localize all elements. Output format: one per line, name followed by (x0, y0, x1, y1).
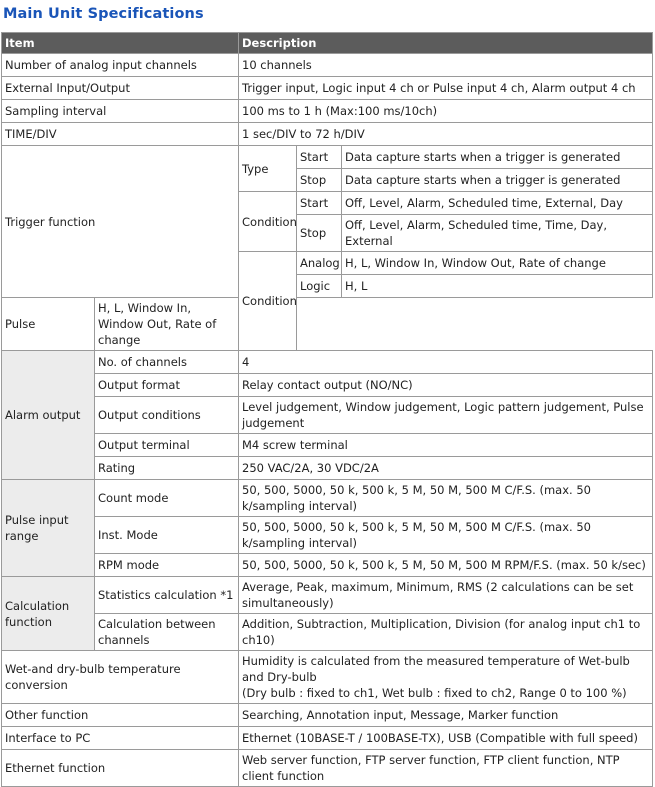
row-label: Interface to PC (2, 727, 239, 750)
humidity-value (239, 651, 653, 704)
table-row (2, 397, 653, 434)
row-label: External Input/Output (2, 77, 239, 100)
table-row (2, 100, 653, 123)
table-row (2, 614, 653, 651)
alarm-rating-label: Rating (95, 457, 239, 480)
trigger-condition-logic: Logic (297, 275, 342, 298)
trigger-type-start-value: Data capture starts when a trigger is generated (342, 146, 653, 169)
trigger-condition-stop: Stop (297, 215, 342, 252)
pulse-inst-label: Inst. Mode (95, 517, 239, 554)
pulse-inst-value: 50, 500, 5000, 50 k, 500 k, 5 M, 50 M, 500 M C/F.S. (max. 50 k/sampling interval) (239, 517, 653, 554)
alarm-label: Alarm output (2, 351, 95, 480)
trigger-condition-start: Start (297, 192, 342, 215)
table-row (2, 554, 653, 577)
table-row (2, 727, 653, 750)
pulse-label: Pulse input range (2, 480, 95, 577)
row-label: TIME/DIV (2, 123, 239, 146)
table-row (2, 54, 653, 77)
calc-stats-value: Average, Peak, maximum, Minimum, RMS (2 calculations can be set simultaneously) (239, 577, 653, 614)
trigger-condition-logic-value: H, L (342, 275, 653, 298)
humidity-label: Wet-and dry-bulb temperature conversion (2, 651, 239, 704)
table-row (2, 77, 653, 100)
table-row (2, 146, 653, 169)
calc-between-value: Addition, Subtraction, Multiplication, Division (for analog input ch1 to ch10) (239, 614, 653, 651)
pulse-count-value: 50, 500, 5000, 50 k, 500 k, 5 M, 50 M, 500 M C/F.S. (max. 50 k/sampling interval) (239, 480, 653, 517)
table-row (2, 704, 653, 727)
table-row (2, 651, 653, 704)
trigger-condition2-label: Condition (239, 252, 297, 351)
row-value: Trigger input, Logic input 4 ch or Pulse input 4 ch, Alarm output 4 ch (239, 77, 653, 100)
row-value: 10 channels (239, 54, 653, 77)
table-row (2, 480, 653, 517)
trigger-condition-pulse-value: H, L, Window In, Window Out, Rate of change (95, 298, 239, 351)
pulse-rpm-value: 50, 500, 5000, 50 k, 500 k, 5 M, 50 M, 500 M RPM/F.S. (max. 50 k/sec) (239, 554, 653, 577)
table-row (2, 298, 653, 351)
header-item: Item (2, 33, 239, 54)
alarm-format-label: Output format (95, 374, 239, 397)
table-row (2, 517, 653, 554)
table-row (2, 750, 653, 787)
alarm-rating-value: 250 VAC/2A, 30 VDC/2A (239, 457, 653, 480)
trigger-type-label: Type (239, 146, 297, 192)
alarm-conditions-value: Level judgement, Window judgement, Logic pattern judgement, Pulse judgement (239, 397, 653, 434)
alarm-terminal-value: M4 screw terminal (239, 434, 653, 457)
page-title: Main Unit Specifications (3, 6, 204, 22)
table-row (2, 577, 653, 614)
trigger-condition-start-value: Off, Level, Alarm, Scheduled time, External, Day (342, 192, 653, 215)
alarm-conditions-label: Output conditions (95, 397, 239, 434)
row-value: Web server function, FTP server function, FTP client function, NTP client function (239, 750, 653, 787)
trigger-type-start: Start (297, 146, 342, 169)
trigger-condition-label: Condition (239, 192, 297, 252)
trigger-condition-analog: Analog (297, 252, 342, 275)
row-value: 100 ms to 1 h (Max:100 ms/10ch) (239, 100, 653, 123)
row-label: Sampling interval (2, 100, 239, 123)
trigger-type-stop: Stop (297, 169, 342, 192)
alarm-terminal-label: Output terminal (95, 434, 239, 457)
trigger-condition-pulse: Pulse (2, 298, 95, 351)
table-row (2, 351, 653, 374)
row-label: Ethernet function (2, 750, 239, 787)
trigger-type-stop-value: Data capture starts when a trigger is generated (342, 169, 653, 192)
table-row (2, 374, 653, 397)
pulse-rpm-label: RPM mode (95, 554, 239, 577)
alarm-channels-value: 4 (239, 351, 653, 374)
header-description: Description (239, 33, 653, 54)
row-value: Ethernet (10BASE-T / 100BASE-TX), USB (Compatible with full speed) (239, 727, 653, 750)
alarm-format-value: Relay contact output (NO/NC) (239, 374, 653, 397)
calc-stats-label: Statistics calculation *1 (95, 577, 239, 614)
calc-label: Calculation function (2, 577, 95, 651)
table-row (2, 123, 653, 146)
row-label: Number of analog input channels (2, 54, 239, 77)
humidity-value-line2: (Dry bulb : fixed to ch1, Wet bulb : fixed to ch2, Range 0 to 100 %) (242, 686, 627, 700)
humidity-value-line1: Humidity is calculated from the measured temperature of Wet-bulb and Dry-bulb (242, 654, 630, 684)
calc-between-label: Calculation between channels (95, 614, 239, 651)
row-value: 1 sec/DIV to 72 h/DIV (239, 123, 653, 146)
row-label: Other function (2, 704, 239, 727)
row-value: Searching, Annotation input, Message, Marker function (239, 704, 653, 727)
table-row (2, 457, 653, 480)
table-header (2, 33, 653, 54)
trigger-condition-analog-value: H, L, Window In, Window Out, Rate of change (342, 252, 653, 275)
alarm-channels-label: No. of channels (95, 351, 239, 374)
pulse-count-label: Count mode (95, 480, 239, 517)
spec-table (1, 32, 653, 787)
trigger-condition-stop-value: Off, Level, Alarm, Scheduled time, Time, Day, External (342, 215, 653, 252)
trigger-label: Trigger function (2, 146, 239, 298)
table-row (2, 434, 653, 457)
